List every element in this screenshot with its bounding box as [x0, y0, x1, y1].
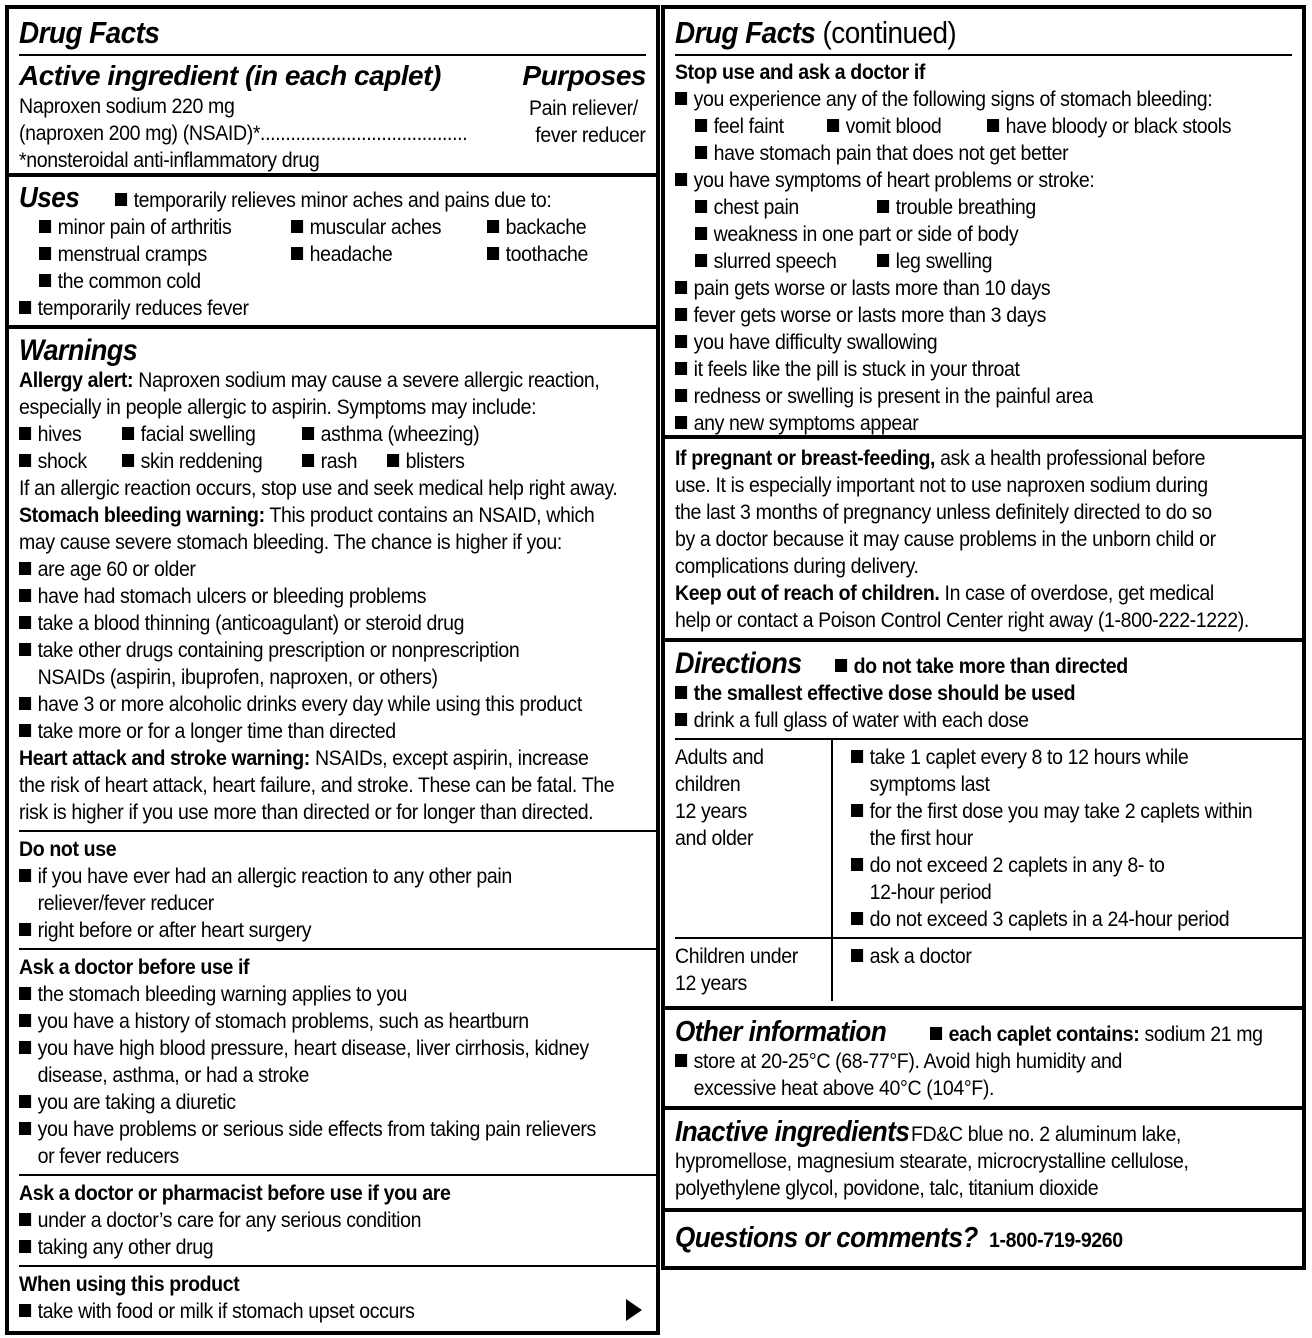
use-item: menstrual cramps — [39, 241, 273, 268]
stop-item: it feels like the pill is stuck in your throat — [675, 356, 1249, 383]
dosage-item: do not exceed 3 caplets in a 24-hour period — [851, 906, 1265, 933]
bullet-icon — [39, 274, 51, 287]
right-column — [661, 5, 1306, 1270]
stomach-warning: Stomach bleeding warning: This product contains an NSAID, which — [19, 504, 595, 527]
purposes-heading: Purposes — [522, 60, 646, 91]
age-label: 12 years — [675, 800, 747, 823]
symptom-item: hives — [19, 421, 115, 448]
stop-subitem: chest pain — [695, 194, 864, 221]
inactive-text: hypromellose, magnesium stearate, microcrystalline cellulose, — [675, 1150, 1189, 1173]
allergy-alert: Allergy alert: Naproxen sodium may cause a severe allergic reaction, — [19, 369, 600, 392]
bullet-icon — [291, 247, 303, 260]
symptom-item: asthma (wheezing) — [302, 421, 479, 448]
use-item: backache — [487, 214, 586, 241]
ask-item: you have high blood pressure, heart disease, liver cirrhosis, kidney — [19, 1035, 602, 1062]
ask-item: you have problems or serious side effects from taking pain relievers — [19, 1116, 602, 1143]
allergy-text: especially in people allergic to aspirin. Symptoms may include: — [19, 396, 537, 419]
heart-text: the risk of heart attack, heart failure, and stroke. These can be fatal. The — [19, 774, 615, 797]
active-line: (naproxen 200 mg) (NSAID)*......................................... — [19, 122, 468, 145]
bullet-icon — [19, 643, 31, 656]
bullet-icon — [19, 1041, 31, 1054]
stomach-item: take more or for a longer time than directed — [19, 718, 602, 745]
keep-out-warning: Keep out of reach of children. In case of overdose, get medical — [675, 582, 1214, 605]
bullet-icon — [19, 1304, 31, 1317]
heart-warning: Heart attack and stroke warning: NSAIDs, except aspirin, increase — [19, 747, 589, 770]
bullet-icon — [302, 454, 314, 467]
bullet-icon — [122, 454, 134, 467]
stomach-item-cont: NSAIDs (aspirin, ibuprofen, naproxen, or others) — [37, 666, 438, 689]
bullet-icon — [675, 335, 687, 348]
stop-subitem: trouble breathing — [877, 194, 1036, 221]
ask-doctor-heading: Ask a doctor before use if — [19, 956, 250, 979]
stomach-item: have had stomach ulcers or bleeding problems — [19, 583, 602, 610]
stop-item: any new symptoms appear — [675, 410, 1249, 437]
dosage-item-cont: symptoms last — [869, 773, 990, 796]
bullet-icon — [19, 562, 31, 575]
stop-item: fever gets worse or lasts more than 3 days — [675, 302, 1249, 329]
stop-subitem: have bloody or black stools — [987, 113, 1231, 140]
keep-out-text: help or contact a Poison Control Center right away (1-800-222-1222). — [675, 609, 1249, 632]
bullet-icon — [19, 616, 31, 629]
warnings-panel — [5, 325, 660, 1335]
stomach-item: take a blood thinning (anticoagulant) or steroid drug — [19, 610, 602, 637]
symptom-item: blisters — [387, 448, 464, 475]
stomach-item: have 3 or more alcoholic drinks every day while using this product — [19, 691, 602, 718]
pharm-item: under a doctor’s care for any serious condition — [19, 1207, 602, 1234]
bullet-icon — [675, 173, 687, 186]
symptom-item: rash — [302, 448, 381, 475]
symptom-item: skin reddening — [122, 448, 289, 475]
active-ingredient-panel — [5, 5, 660, 177]
questions-phone: 1-800-719-9260 — [989, 1229, 1124, 1252]
bullet-icon — [675, 1054, 687, 1067]
bullet-icon — [19, 724, 31, 737]
other-info-item-cont: excessive heat above 40°C (104°F). — [693, 1077, 995, 1100]
bullet-icon — [851, 912, 863, 925]
bullet-icon — [19, 454, 31, 467]
active-note: *nonsteroidal anti-inflammatory drug — [19, 149, 320, 172]
uses-intro: temporarily relieves minor aches and pains due to: — [115, 187, 551, 214]
bullet-icon — [675, 389, 687, 402]
drug-facts-title: Drug Facts — [19, 15, 160, 50]
adults-cell — [675, 740, 831, 937]
do-not-use-heading: Do not use — [19, 838, 117, 861]
stop-item: you have difficulty swallowing — [675, 329, 1249, 356]
bullet-icon — [302, 427, 314, 440]
age-label: and older — [675, 827, 754, 850]
stop-item: you experience any of the following signs of stomach bleeding: — [675, 86, 1249, 113]
children-cell — [675, 937, 831, 1001]
ask-item-cont: disease, asthma, or had a stroke — [37, 1064, 310, 1087]
children-dosage-cell — [831, 937, 1302, 1001]
symptom-item: facial swelling — [122, 421, 289, 448]
pregnancy-warning: If pregnant or breast-feeding, ask a health professional before — [675, 447, 1206, 470]
bullet-icon — [695, 200, 707, 213]
direction-item: do not take more than directed — [835, 653, 1128, 680]
directions-panel — [661, 638, 1306, 1010]
ask-item: the stomach bleeding warning applies to you — [19, 981, 602, 1008]
dosage-item: for the first dose you may take 2 caplets within — [851, 798, 1265, 825]
stomach-text: may cause severe stomach bleeding. The chance is higher if you: — [19, 531, 562, 554]
bullet-icon — [877, 254, 889, 267]
bullet-icon — [675, 362, 687, 375]
bullet-icon — [19, 1095, 31, 1108]
bullet-icon — [835, 659, 847, 672]
other-information-panel — [661, 1006, 1306, 1110]
other-info-item: each caplet contains: sodium 21 mg — [930, 1021, 1263, 1048]
stop-item: you have symptoms of heart problems or stroke: — [675, 167, 1249, 194]
bullet-icon — [851, 949, 863, 962]
stop-use-heading: Stop use and ask a doctor if — [675, 61, 926, 84]
inactive-ingredients-panel — [661, 1106, 1306, 1212]
age-label: 12 years — [675, 972, 747, 995]
bullet-icon — [827, 119, 839, 132]
use-item: muscular aches — [291, 214, 473, 241]
bullet-icon — [115, 193, 127, 206]
other-info-item: store at 20-25°C (68-77°F). Avoid high humidity and — [675, 1048, 1249, 1075]
active-ingredient-heading: Active ingredient (in each caplet) — [19, 60, 441, 91]
pregnancy-panel — [661, 437, 1306, 642]
left-column — [5, 5, 660, 1335]
bullet-icon — [877, 200, 889, 213]
bullet-icon — [19, 1240, 31, 1253]
purpose-line: Pain reliever/ — [529, 97, 638, 120]
stop-subitem: vomit blood — [827, 113, 976, 140]
uses-heading: Uses — [19, 182, 80, 214]
uses-panel — [5, 173, 660, 329]
when-item: take with food or milk if stomach upset occurs — [19, 1298, 602, 1325]
bullet-icon — [487, 220, 499, 233]
use-item: the common cold — [39, 268, 604, 295]
age-label: Children under — [675, 945, 798, 968]
bullet-icon — [487, 247, 499, 260]
drug-facts-continued-title: Drug Facts (continued) — [675, 15, 957, 50]
inactive-heading: Inactive ingredients — [675, 1116, 910, 1148]
use-item: toothache — [487, 241, 588, 268]
stop-item: redness or swelling is present in the painful area — [675, 383, 1249, 410]
pregnancy-text: use. It is especially important not to use naproxen sodium during — [675, 474, 1208, 497]
bullet-icon — [19, 589, 31, 602]
ask-pharmacist-heading: Ask a doctor or pharmacist before use if you are — [19, 1182, 451, 1205]
pharm-item: taking any other drug — [19, 1234, 602, 1261]
stop-item: pain gets worse or lasts more than 10 days — [675, 275, 1249, 302]
bullet-icon — [19, 869, 31, 882]
dosage-item: ask a doctor — [851, 943, 1265, 970]
use-item: minor pain of arthritis — [39, 214, 273, 241]
direction-item: the smallest effective dose should be used — [675, 680, 1249, 707]
bullet-icon — [695, 227, 707, 240]
purpose-line: fever reducer — [535, 124, 646, 147]
other-info-heading: Other information — [675, 1016, 887, 1048]
bullet-icon — [291, 220, 303, 233]
use-item: headache — [291, 241, 473, 268]
use-item: temporarily reduces fever — [19, 295, 602, 322]
bullet-icon — [675, 686, 687, 699]
do-not-use-item-cont: reliever/fever reducer — [37, 892, 214, 915]
allergy-after: If an allergic reaction occurs, stop use and seek medical help right away. — [19, 477, 618, 500]
continue-arrow-icon — [626, 1299, 642, 1321]
ask-item-cont: or fever reducers — [37, 1145, 179, 1168]
do-not-use-item: right before or after heart surgery — [19, 917, 602, 944]
dosage-table — [675, 738, 1302, 1001]
bullet-icon — [19, 427, 31, 440]
bullet-icon — [851, 804, 863, 817]
stomach-item: take other drugs containing prescription or nonprescription — [19, 637, 602, 664]
bullet-icon — [695, 254, 707, 267]
bullet-icon — [851, 750, 863, 763]
pregnancy-text: by a doctor because it may cause problems in the unborn child or — [675, 528, 1216, 551]
bullet-icon — [675, 281, 687, 294]
symptom-item: shock — [19, 448, 115, 475]
stomach-item: are age 60 or older — [19, 556, 602, 583]
inactive-text: FD&C blue no. 2 aluminum lake, — [911, 1123, 1182, 1146]
bullet-icon — [695, 146, 707, 159]
when-using-heading: When using this product — [19, 1273, 240, 1296]
bullet-icon — [19, 987, 31, 1000]
direction-item: drink a full glass of water with each dose — [675, 707, 1249, 734]
stop-use-panel — [661, 5, 1306, 439]
stop-subitem: feel faint — [695, 113, 818, 140]
bullet-icon — [675, 713, 687, 726]
bullet-icon — [19, 1014, 31, 1027]
bullet-icon — [19, 697, 31, 710]
stop-subitem: leg swelling — [877, 248, 992, 275]
bullet-icon — [39, 247, 51, 260]
stop-subitem: weakness in one part or side of body — [695, 221, 1250, 248]
inactive-text: polyethylene glycol, povidone, talc, titanium dioxide — [675, 1177, 1099, 1200]
bullet-icon — [675, 416, 687, 429]
dosage-item-cont: 12-hour period — [869, 881, 992, 904]
directions-heading: Directions — [675, 647, 802, 680]
age-label: children — [675, 773, 741, 796]
stop-subitem: slurred speech — [695, 248, 864, 275]
ask-item: you are taking a diuretic — [19, 1089, 602, 1116]
age-label: Adults and — [675, 746, 764, 769]
bullet-icon — [39, 220, 51, 233]
stop-subitem: have stomach pain that does not get better — [695, 140, 1250, 167]
pregnancy-text: complications during delivery. — [675, 555, 919, 578]
questions-heading: Questions or comments? — [675, 1222, 978, 1254]
bullet-icon — [675, 308, 687, 321]
heart-text: risk is higher if you use more than directed or for longer than directed. — [19, 801, 594, 824]
dosage-item-cont: the first hour — [869, 827, 973, 850]
bullet-icon — [987, 119, 999, 132]
bullet-icon — [851, 858, 863, 871]
bullet-icon — [930, 1027, 942, 1040]
bullet-icon — [387, 454, 399, 467]
bullet-icon — [19, 923, 31, 936]
bullet-icon — [19, 1213, 31, 1226]
adults-dosage-cell — [831, 740, 1302, 937]
bullet-icon — [675, 92, 687, 105]
active-line: Naproxen sodium 220 mg — [19, 95, 235, 118]
dosage-item: do not exceed 2 caplets in any 8- to — [851, 852, 1265, 879]
bullet-icon — [122, 427, 134, 440]
dosage-item: take 1 caplet every 8 to 12 hours while — [851, 744, 1265, 771]
ask-item: you have a history of stomach problems, such as heartburn — [19, 1008, 602, 1035]
bullet-icon — [19, 301, 31, 314]
questions-panel — [661, 1208, 1306, 1270]
warnings-heading: Warnings — [19, 334, 138, 367]
do-not-use-item: if you have ever had an allergic reaction to any other pain — [19, 863, 602, 890]
bullet-icon — [19, 1122, 31, 1135]
pregnancy-text: the last 3 months of pregnancy unless definitely directed to do so — [675, 501, 1212, 524]
bullet-icon — [695, 119, 707, 132]
